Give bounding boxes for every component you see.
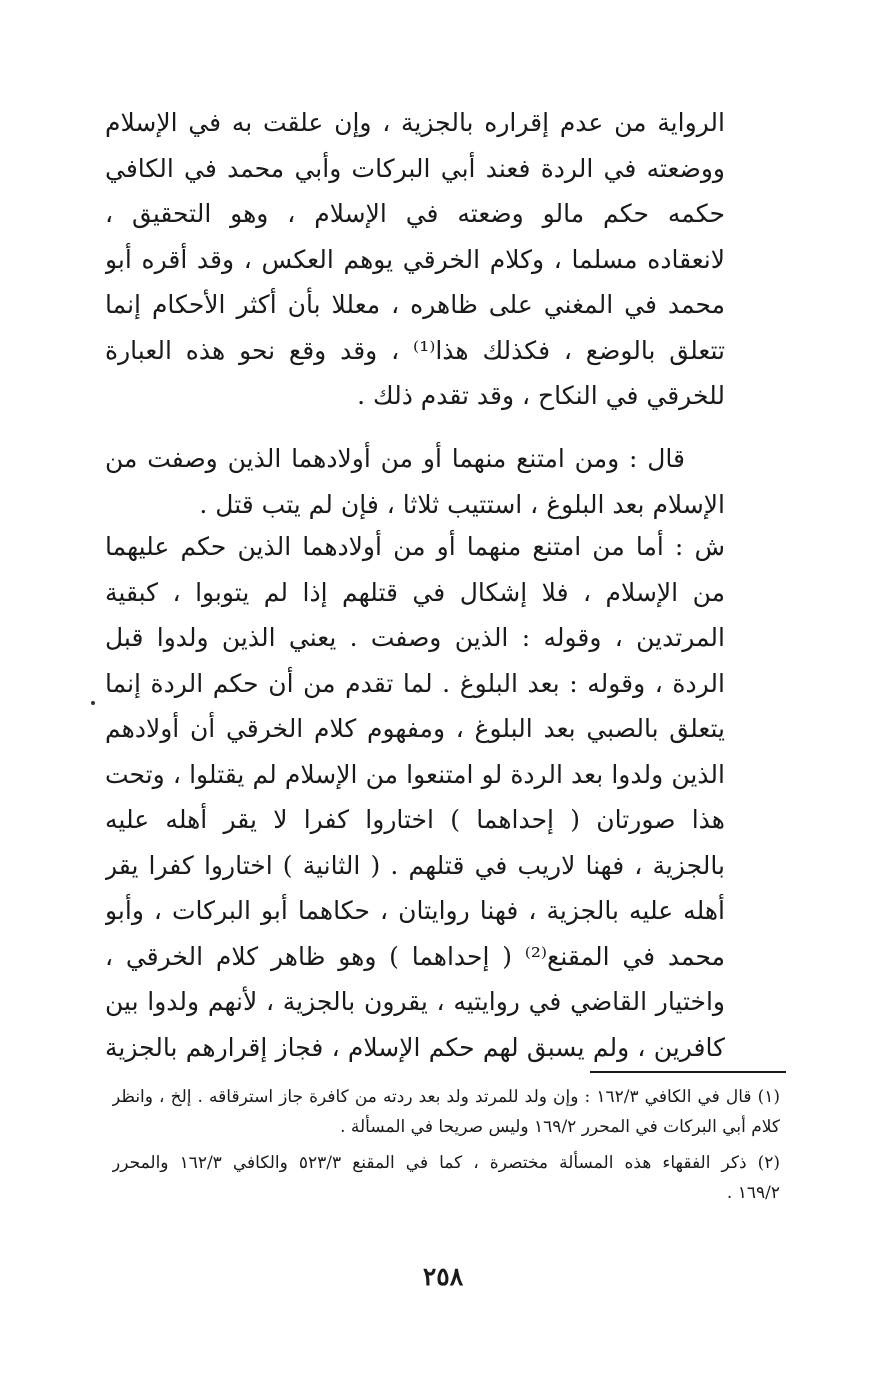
footnote-2-line: (٢) ذكر الفقهاء هذه المسألة مختصرة ، كما في المقنع ٥٢٣/٣ والكافي ١٦٢/٣ والمحرر (112, 1153, 780, 1173)
footnote-1-line: كلام أبي البركات في المحرر ١٦٩/٢ وليس صريحا في المسألة . (340, 1117, 780, 1137)
text-line: لانعقاده مسلما ، وكلام الخرقي يوهم العكس ، وقد أقره أبو (105, 244, 725, 274)
text-line: أهله عليه بالجزية ، فهنا روايتان ، حكاهما أبو البركات ، وأبو (105, 896, 725, 925)
text-line: الرواية من عدم إقراره بالجزية ، وإن علقت به في الإسلام (105, 108, 725, 137)
text-line: الإسلام بعد البلوغ ، استتيب ثلاثا ، فإن لم يتب قتل . (199, 489, 725, 519)
margin-mark (91, 701, 95, 705)
paragraph-continuation (105, 100, 725, 419)
sharh-paragraph (105, 524, 725, 1070)
text-line: كافرين ، ولم يسبق لهم حكم الإسلام ، فجاز إقرارهم بالجزية (105, 1032, 725, 1062)
text-line: بالجزية ، فهنا لاريب في قتلهم . ( الثانية ) اختاروا كفرا يقر (105, 850, 725, 880)
footnotes (112, 1082, 780, 1208)
footnote-2-line: ١٦٩/٢ . (726, 1183, 780, 1203)
text-line: من الإسلام ، فلا إشكال في قتلهم إذا لم يتوبوا ، كبقية (105, 577, 725, 607)
text-line: للخرقي في النكاح ، وقد تقدم ذلك . (357, 381, 725, 410)
text-line: المرتدين ، وقوله : الذين وصفت . يعني الذين ولدوا قبل (105, 623, 725, 652)
footnote-1-line: (١) قال في الكافي ١٦٢/٣ : وإن ولد للمرتد ولد بعد ردته من كافرة جاز استرقاقه . إلخ ، وانظر (112, 1087, 780, 1107)
text-line: يتعلق بالصبي بعد البلوغ ، ومفهوم كلام الخرقي أن أولادهم (105, 714, 725, 743)
text-line: الذين ولدوا بعد الردة لو امتنعوا من الإسلام لم يقتلوا ، وتحت (105, 759, 725, 789)
text-line: ووضعته في الردة فعند أبي البركات وأبي محمد في الكافي (105, 153, 725, 183)
footnote-divider (590, 1071, 786, 1073)
text-line: قال : ومن امتنع منهما أو من أولادهما الذين وصفت من (105, 444, 685, 473)
text-line: محمد في المغني على ظاهره ، معللا بأن أكثر الأحكام إنما (105, 290, 725, 319)
text-line: ش : أما من امتنع منهما أو من أولادهما الذين حكم عليهما (105, 532, 725, 561)
matn-paragraph (105, 436, 725, 527)
page-number: ٢٥٨ (422, 1262, 464, 1291)
text-line: هذا صورتان ( إحداهما ) اختاروا كفرا لا يقر أهله عليه (105, 805, 725, 834)
text-line: تتعلق بالوضع ، فكذلك هذا⁽¹⁾ ، وقد وقع نحو هذه العبارة (105, 335, 725, 365)
text-line: واختيار القاضي في روايتيه ، يقرون بالجزية ، لأنهم ولدوا بين (105, 987, 725, 1016)
text-line: محمد في المقنع⁽²⁾ ( إحداهما ) وهو ظاهر كلام الخرقي ، (105, 941, 725, 971)
text-line: حكمه حكم مالو وضعته في الإسلام ، وهو التحقيق ، (105, 199, 725, 228)
text-line: الردة ، وقوله : بعد البلوغ . لما تقدم من أن حكم الردة إنما (105, 668, 725, 698)
